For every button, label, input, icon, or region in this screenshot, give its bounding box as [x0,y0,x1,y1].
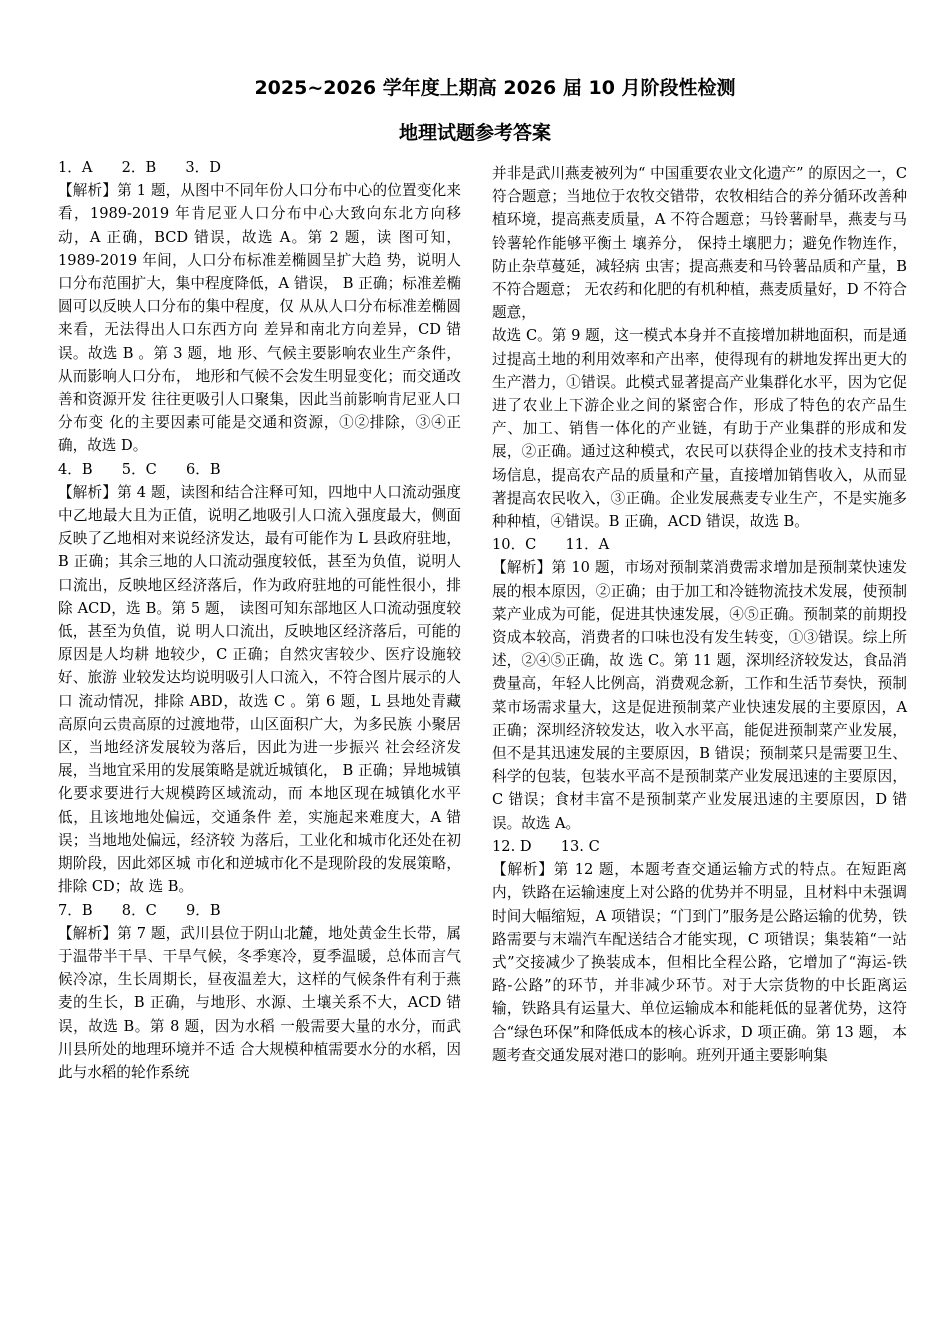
analysis-7-9-part2: 并非是武川燕麦被列为“ 中国重要农业文化遗产” 的原因之一，C 符合题意；当地位于农牧交错带，农牧相结合的养分循环改善种植环境，提高燕麦质量，A 不符合题意；马铃薯耐旱，燕麦与马铃薯轮作能够平衡土 壤养分， 保持土壤肥力；避免作物连作，防止杂草蔓延，减轻病 虫害；提高燕麦和马铃薯品质和产量，B 不符合题意； 无农药和化肥的有机种植，燕麦质量好，D 不符合题意， [492,165,908,322]
left-column [58,156,461,1084]
analysis-1-3: 【解析】第 1 题，从图中不同年份人口分布中心的位置变化来看，1989-2019 年肯尼亚人口分布中心大致向东北方向移动，A 正确，BCD 错误，故选 A。第 2 题，读 图可知，1989-2019 年间，人口分布标准差椭圆呈扩大趋 势，说明人口分布范围扩大，集中程度降低，A 错误， B 正确；标准差椭圆可以反映人口分布的集中程度，仅 从从人口分布标准差椭圆来看，无法得出人口东西方向 差异和南北方向差异，CD 错误。故选 B 。第 3 题，地 形、气候主要影响农业生产条件，从而影响人口分布， 地形和气候不会发生明显变化；而交通改善和资源开发 往往更吸引人口聚集，因此当前影响肯尼亚人口分布变 化的主要因素可能是交通和资源，①②排除，③④正 确，故选 D。 [58,182,461,455]
document-title: 2025~2026 学年度上期高 2026 届 10 月阶段性检测 [254,77,736,99]
document-subtitle: 地理试题参考答案 [398,122,551,144]
analysis-4-6: 【解析】第 4 题，读图和结合注释可知，四地中人口流动强度中乙地最大且为正值，说明乙地吸引人口流入强度最大，侧面反映了乙地相对来说经济发达，最有可能作为 L 县政府驻地，B 正确；其余三地的人口流动强度较低，甚至为负值，说明人口流出，反映地区经济落后，作为政府驻地的可能性很小，排除 ACD，选 B。第 5 题， 读图可知东部地区人口流动强度较低，甚至为负值，说 明人口流出，反映地区经济落后，可能的原因是人均耕 地较少，C 正确；自然灾害较少、医疗设施较好、旅游 业较发达均说明吸引人口流入，不符合图片展示的人口 流动情况，排除 ABD，故选 C 。第 6 题，L 县地处青藏 高原向云贵高原的过渡地带，山区面积广大，为多民族 小聚居区，当地经济发展较为落后，因此为进一步振兴 社会经济发展，当地宜采用的发展策略是就近城镇化， B 正确；异地城镇化要求要进行大规模跨区域流动，而 本地区现在城镇化水平低，且该地地处偏远，交通条件 差，实施起来难度大，A 错误；当地地处偏远，经济较 为落后，工业化和城市化还处在初期阶段，因此郊区城 市化和逆城市化不是现阶段的发展策略，排除 CD；故 选 B。 [58,483,461,896]
answer-line-1-3: 1．A 2．B 3．D [58,159,221,176]
analysis-10-11: 【解析】第 10 题，市场对预制菜消费需求增加是预制菜快速发展的根本原因，②正确；由于加工和冷链物流技术发展，使预制菜产业成为可能，促进其快速发展，④⑤正确。预制菜的前期投资成本较高，消费者的口味也没有发生转变，①③错误。综上所述，②④⑤正确，故 选 C。第 11 题，深圳经济较发达，食品消费量高，年轻人比例高，消费观念新，工作和生活节奏快，预制菜市场需求量大，这是促进预制菜产业快速发展的主要原因，A 正确；深圳经济较发达，收入水平高，能促进预制菜产业发展，但不是其迅速发展的主要原因，B 错误；预制菜只是需要卫生、科学的包装，包装水平高不是预制菜产业发展迅速的主要原因，C 错误；食材丰富不是预制菜产业发展迅速的主要原因，D 错误。故选 A。 [492,559,907,832]
right-column [492,162,907,1067]
analysis-9: 故选 C。第 9 题，这一模式本身并不直接增加耕地面积，而是通过提高土地的利用效率和产出率，使得现有的耕地发挥出更大的生产潜力，①错误。此模式显著提高产业集群化水平，因为它促进了农业上下游企业之间的紧密合作，形成了特色的农产品生产、加工、销售一体化的产业链，有助于产业集群的形成和发展，②正确。通过这种模式，农民可以获得企业的技术支持和市场信息，提高农产品的质量和产量，直接增加销售收入，从而显著提高农民收入，③正确。企业发展燕麦专业生产，不是实施多种种植，④错误。B 正确，ACD 错误，故选 B。 [492,327,907,531]
analysis-12-13: 【解析】第 12 题，本题考查交通运输方式的特点。在短距离内，铁路在运输速度上对公路的优势并不明显，且材料中未强调时间大幅缩短，A 项错误；“门到门”服务是公路运输的优势，铁路需要与末端汽车配送结合才能实现，C 项错误；集装箱“一站式”交接减少了换装成本，但相比全程公路，它增加了“海运-铁路-公路”的环节，并非减少环节。对于大宗货物的中长距离运输，铁路具有运量大、单位运输成本和能耗低的显著优势，这符合“绿色环保”和降低成本的核心诉求，D 项正确。第 13 题， 本题考查交通发展对港口的影响。班列开通主要影响集 [492,861,907,1064]
answer-line-7-9: 7．B 8．C 9．B [58,901,221,919]
answer-line-12-13: 12. D 13. C [492,837,600,855]
answer-line-4-6: 4．B 5．C 6．B [58,460,221,478]
answer-line-10-11: 10．C 11．A [492,536,610,554]
analysis-7-9-part1: 【解析】第 7 题，武川县位于阴山北麓，地处黄金生长带，属于温带半干旱、干旱气候，冬季寒冷，夏季温暖，总体而言气候冷凉，生长周期长，昼夜温差大，这样的气候条件有利于燕麦的生长，B 正确，与地形、水源、土壤关系不大，ACD 错误，故选 B。第 8 题，因为水稻 一般需要大量的水分，而武川县所处的地理环境并不适 合大规模种植需要水分的水稻，因此与水稻的轮作系统 [58,924,461,1081]
